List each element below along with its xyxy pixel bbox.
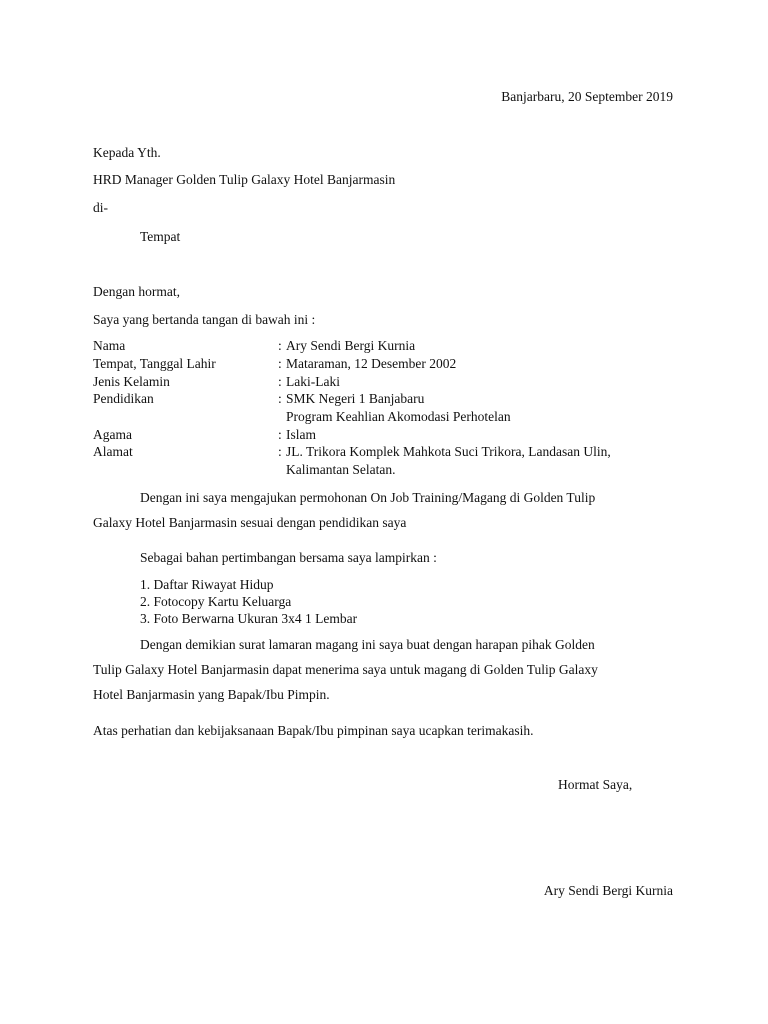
field-value: Islam: [286, 427, 316, 442]
field-row-ttl: [93, 357, 456, 371]
greeting: Dengan hormat,: [93, 284, 180, 299]
paragraph-2-line-2: Tulip Galaxy Hotel Banjarmasin dapat menerima saya untuk magang di Golden Tulip Galaxy: [93, 662, 598, 677]
field-colon: :: [278, 356, 282, 371]
field-colon: :: [278, 427, 282, 442]
recipient-place: Tempat: [140, 229, 181, 244]
field-label: Tempat, Tanggal Lahir: [93, 356, 216, 371]
field-continuation-pendidikan: Program Keahlian Akomodasi Perhotelan: [286, 409, 511, 424]
sign-off: Hormat Saya,: [558, 777, 633, 792]
signature-name: Ary Sendi Bergi Kurnia: [543, 883, 673, 898]
field-label: Alamat: [93, 444, 133, 459]
attachment-item: 2. Fotocopy Kartu Keluarga: [140, 594, 292, 609]
field-value: Laki-Laki: [286, 374, 340, 389]
attachment-item: 3. Foto Berwarna Ukuran 3x4 1 Lembar: [140, 611, 358, 626]
field-label: Pendidikan: [93, 391, 154, 406]
field-value: Mataraman, 12 Desember 2002: [286, 356, 457, 371]
field-row-nama: [93, 339, 415, 353]
field-label: Agama: [93, 427, 132, 442]
paragraph-1-line-2: Galaxy Hotel Banjarmasin sesuai dengan pendidikan saya: [93, 515, 407, 530]
paragraph-2-line-1: Dengan demikian surat lamaran magang ini saya buat dengan harapan pihak Golden: [140, 637, 595, 652]
field-row-agama: [93, 428, 316, 442]
field-continuation-alamat: Kalimantan Selatan.: [286, 462, 396, 477]
field-row-alamat: [93, 445, 611, 459]
paragraph-2-line-3: Hotel Banjarmasin yang Bapak/Ibu Pimpin.: [93, 687, 330, 702]
field-value: SMK Negeri 1 Banjabaru: [286, 391, 425, 406]
field-colon: :: [278, 444, 282, 459]
recipient-di: di-: [93, 200, 108, 215]
intro-line: Saya yang bertanda tangan di bawah ini :: [93, 312, 316, 327]
field-row-jenis-kelamin: [93, 375, 340, 389]
field-label: Nama: [93, 338, 126, 353]
field-value: JL. Trikora Komplek Mahkota Suci Trikora, Landasan Ulin,: [286, 444, 611, 459]
attachment-item: 1. Daftar Riwayat Hidup: [140, 577, 274, 592]
field-value: Ary Sendi Bergi Kurnia: [286, 338, 416, 353]
field-colon: :: [278, 374, 282, 389]
field-row-pendidikan: [93, 392, 424, 406]
field-colon: :: [278, 391, 282, 406]
field-colon: :: [278, 338, 282, 353]
field-label: Jenis Kelamin: [93, 374, 170, 389]
paragraph-1-line-1: Dengan ini saya mengajukan permohonan On Job Training/Magang di Golden Tulip: [140, 490, 596, 505]
attachments-intro: Sebagai bahan pertimbangan bersama saya lampirkan :: [140, 550, 437, 565]
recipient-salutation: Kepada Yth.: [93, 145, 161, 160]
closing-line: Atas perhatian dan kebijaksanaan Bapak/Ibu pimpinan saya ucapkan terimakasih.: [93, 723, 534, 738]
date-line: Banjarbaru, 20 September 2019: [501, 89, 673, 104]
recipient-name: HRD Manager Golden Tulip Galaxy Hotel Banjarmasin: [93, 172, 396, 187]
